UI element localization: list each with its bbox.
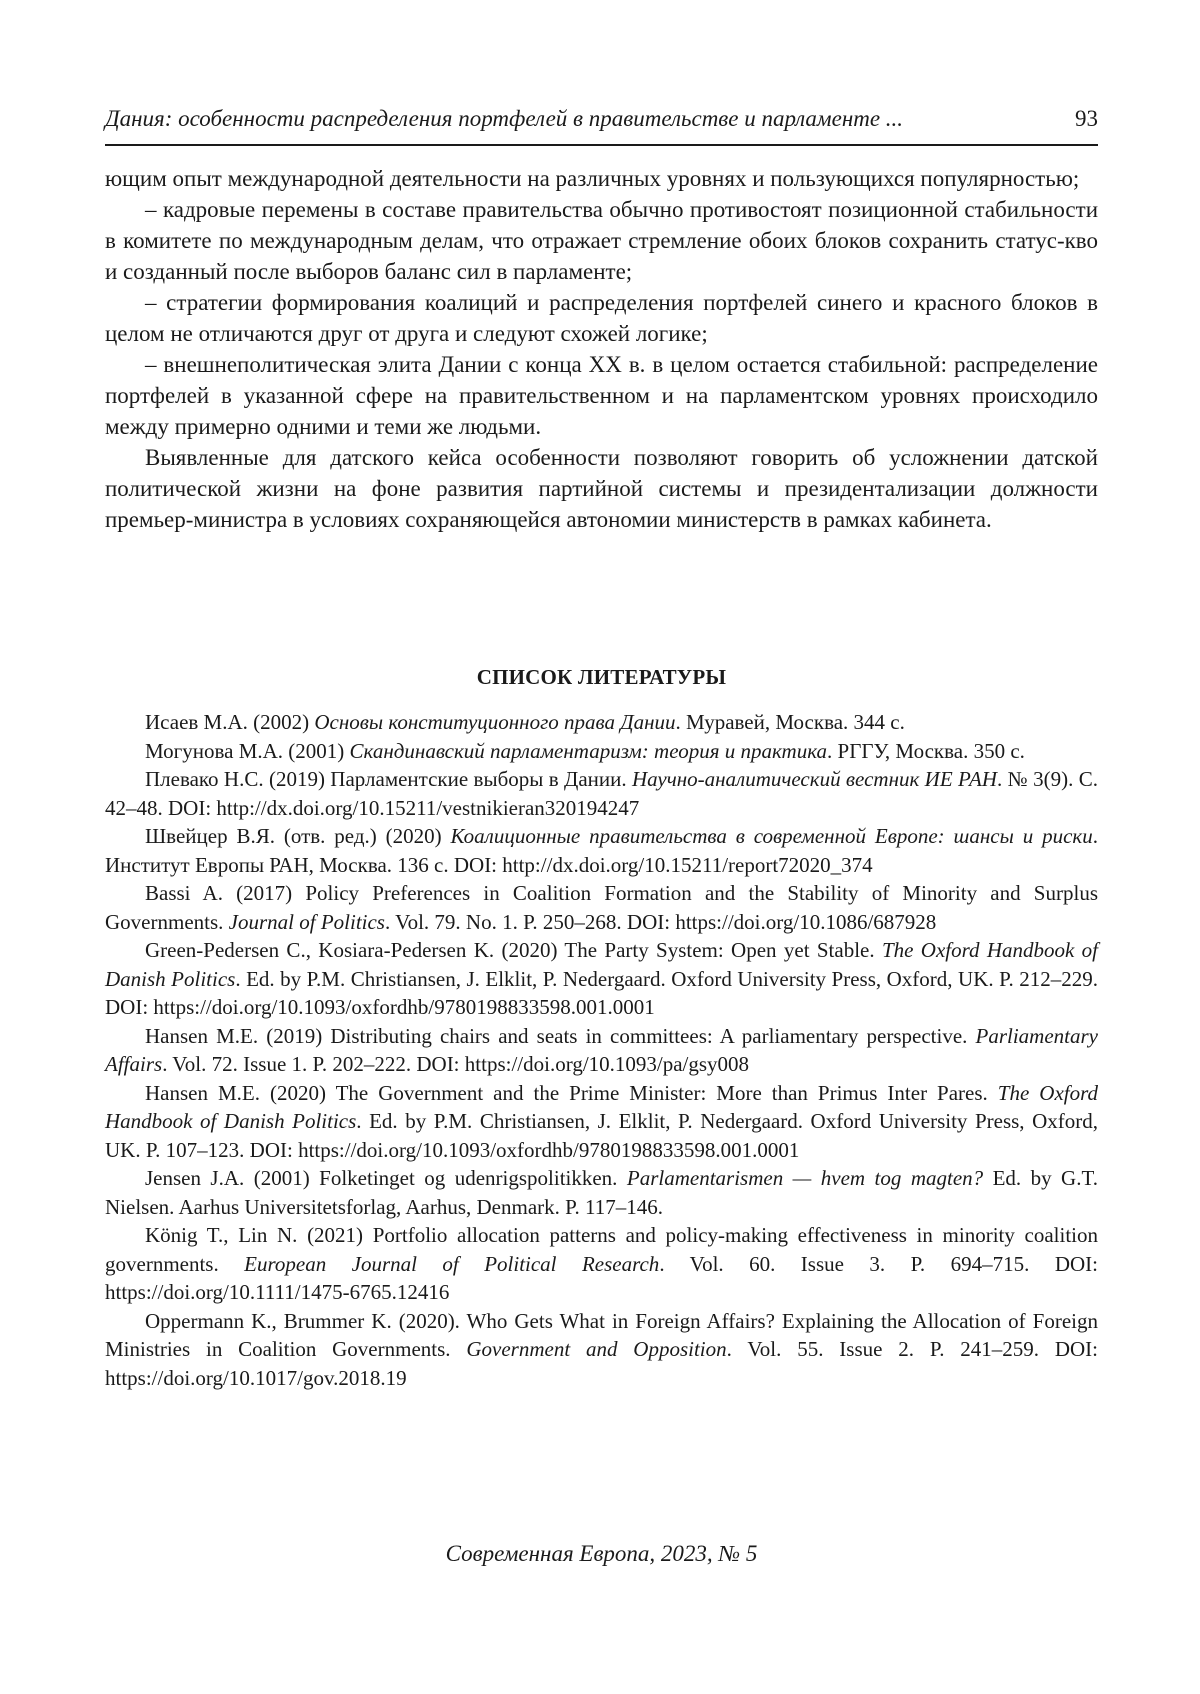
running-title: Дания: особенности распределения портфелей в правительстве и парламенте ... [105,106,904,131]
reference-item: Jensen J.A. (2001) Folketinget og udenrigspolitikken. Parlamentarismen — hvem tog magten? Ed. by G.T. Nielsen. Aarhus Universitetsforlag, Aarhus, Denmark. P. 117–146. [105,1166,1098,1219]
reference-item: Bassi A. (2017) Policy Preferences in Coalition Formation and the Stability of Minority and Surplus Governments. Journal of Politics. Vol. 79. No. 1. P. 250–268. DOI: https://doi.org/10.1086/687928 [105,881,1098,934]
reference-item: Oppermann K., Brummer K. (2020). Who Gets What in Foreign Affairs? Explaining the Allocation of Foreign Ministries in Coalition Governments. Government and Opposition. Vol. 55. Issue 2. P. 241–259. DOI: https://doi.org/10.1017/gov.2018.19 [105,1308,1098,1390]
body-paragraph: – кадровые перемены в составе правительства обычно противостоят позиционной стабильности в комитете по международным делам, что отражает стремление обоих блоков сохранить статус-кво и созданный после выборов баланс сил в парламенте; [105,197,1098,284]
body-paragraph: – внешнеполитическая элита Дании с конца XX в. в целом остается стабильной: распределение портфелей в указанной сфере на правительственном и на парламентском уровнях происходило между примерно одними и теми же людьми. [105,352,1098,439]
body-paragraph: Выявленные для датского кейса особенности позволяют говорить об усложнении датской политической жизни на фоне развития партийной системы и президентализации должности премьер-министра в условиях сохраняющейся автономии министерств в рамках кабинета. [105,445,1098,532]
reference-item: Плевако Н.С. (2019) Парламентские выборы в Дании. Научно-аналитический вестник ИЕ РАН. № 3(9). С. 42–48. DOI: http://dx.doi.org/10.15211/vestnikieran320194247 [105,767,1098,820]
references-list [105,708,1098,1392]
journal-page [105,0,1098,1694]
reference-item: Hansen M.E. (2020) The Government and the Prime Minister: More than Primus Inter Pares. The Oxford Handbook of Danish Politics. Ed. by P.M. Christiansen, J. Elklit, P. Nedergaard. Oxford University Press, Oxford, UK. P. 107–123. DOI: https://doi.org/10.1093/oxfordhb/9780198833598.001.0001 [105,1080,1099,1162]
body-paragraph: ющим опыт международной деятельности на различных уровнях и пользующихся популярностью; [105,166,1080,191]
body-paragraph: – стратегии формирования коалиций и распределения портфелей синего и красного блоков в целом не отличаются друг от друга и следуют схожей логике; [105,290,1098,346]
reference-item: Green-Pedersen C., Kosiara-Pedersen K. (2020) The Party System: Open yet Stable. The Oxford Handbook of Danish Politics. Ed. by P.M. Christiansen, J. Elklit, P. Nedergaard. Oxford University Press, Oxford, UK. P. 212–229. DOI: https://doi.org/10.1093/oxfordhb/9780198833598.001.0001 [105,938,1098,1019]
reference-item: Могунова М.А. (2001) Скандинавский парламентаризм: теория и практика. РГГУ, Москва. 350 с. [145,738,1025,763]
journal-footer: Современная Европа, 2023, № 5 [445,1541,758,1566]
body-text [105,163,1098,535]
references-title: СПИСОК ЛИТЕРАТУРЫ [476,665,727,689]
reference-item: Исаев М.А. (2002) Основы конституционного права Дании. Муравей, Москва. 344 с. [145,710,905,734]
page-number: 93 [1075,106,1098,131]
reference-item: Hansen M.E. (2019) Distributing chairs and seats in committees: A parliamentary perspective. Parliamentary Affairs. Vol. 72. Issue 1. P. 202–222. DOI: https://doi.org/10.1093/pa/gsy008 [105,1023,1098,1076]
reference-item: Швейцер В.Я. (отв. ред.) (2020) Коалиционные правительства в современной Европе: шансы и риски. Институт Европы РАН, Москва. 136 с. DOI: http://dx.doi.org/10.15211/report72020_374 [105,824,1098,877]
reference-item: König T., Lin N. (2021) Portfolio allocation patterns and policy-making effectiveness in minority coalition governments. European Journal of Political Research. Vol. 60. Issue 3. P. 694–715. DOI: https://doi.org/10.1111/1475-6765.12416 [105,1223,1098,1304]
running-header [105,104,1098,146]
